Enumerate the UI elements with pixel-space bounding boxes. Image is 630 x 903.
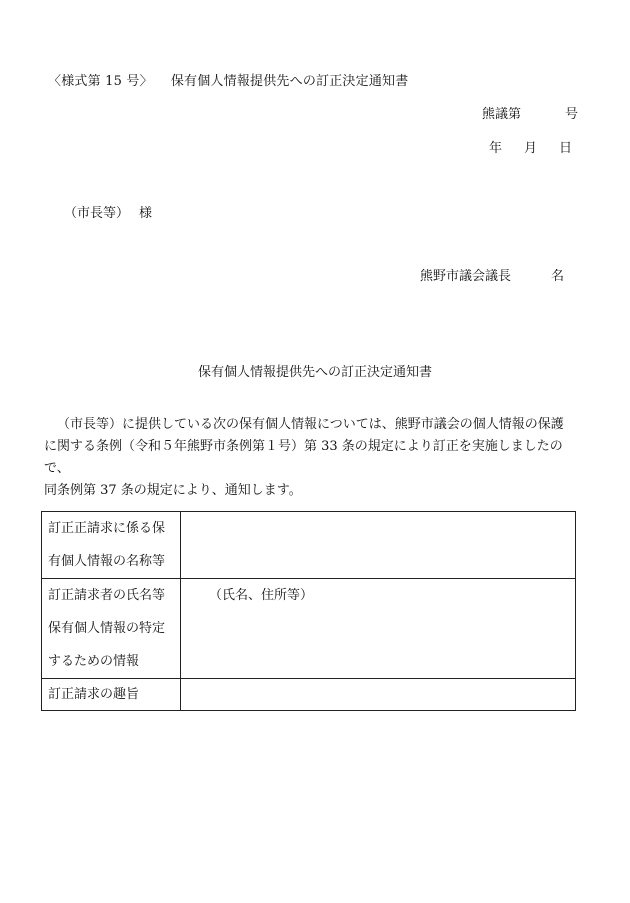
form-title: 保有個人情報提供先への訂正決定通知書 xyxy=(170,74,409,89)
table-row xyxy=(42,679,576,711)
table-value-cell[interactable] xyxy=(181,679,576,711)
document-date xyxy=(489,137,572,156)
form-heading xyxy=(48,70,408,89)
sender xyxy=(420,265,564,284)
addressee-name: （市長等） xyxy=(64,206,130,221)
body-text xyxy=(44,414,584,502)
document-number xyxy=(482,103,578,122)
table-label-cell xyxy=(42,512,181,579)
sender-name-suffix: 名 xyxy=(550,269,564,284)
body-line-3: 同条例第 37 条の規定により、通知します。 xyxy=(44,483,302,498)
table-row xyxy=(42,579,576,679)
doc-number-suffix: 号 xyxy=(564,107,578,122)
label-line: 有個人情報の名称等 xyxy=(48,554,166,569)
sender-title: 熊野市議会議長 xyxy=(419,269,511,284)
addressee xyxy=(64,202,152,221)
doc-number-prefix: 熊議第 xyxy=(481,107,521,122)
label-line: 訂正請求者の氏名等 xyxy=(48,588,166,603)
table-label-cell xyxy=(42,679,181,711)
date-year: 年 xyxy=(488,141,502,156)
table-label-cell xyxy=(42,579,181,679)
body-line-1: （市長等）に提供している次の保有個人情報については、熊野市議会の個人情報の保護 xyxy=(57,417,564,432)
table-value-cell[interactable] xyxy=(181,512,576,579)
label-line: 訂正正請求に係る保 xyxy=(48,521,166,536)
table-row xyxy=(42,512,576,579)
info-table xyxy=(41,511,576,711)
body-line-2: に関する条例（令和５年熊野市条例第１号）第 33 条の規定により訂正を実施しましたので、 xyxy=(44,439,563,476)
label-line: 訂正請求の趣旨 xyxy=(48,687,140,702)
form-number: 〈様式第 15 号〉 xyxy=(48,74,153,89)
label-line: するための情報 xyxy=(48,654,140,669)
date-day: 日 xyxy=(558,141,572,156)
label-line: 保有個人情報の特定 xyxy=(48,621,166,636)
value-text: （氏名、住所等） xyxy=(209,588,314,603)
table-value-cell[interactable] xyxy=(181,579,576,679)
addressee-honorific: 様 xyxy=(139,206,153,221)
date-month: 月 xyxy=(523,141,537,156)
document-title: 保有個人情報提供先への訂正決定通知書 xyxy=(197,365,432,380)
